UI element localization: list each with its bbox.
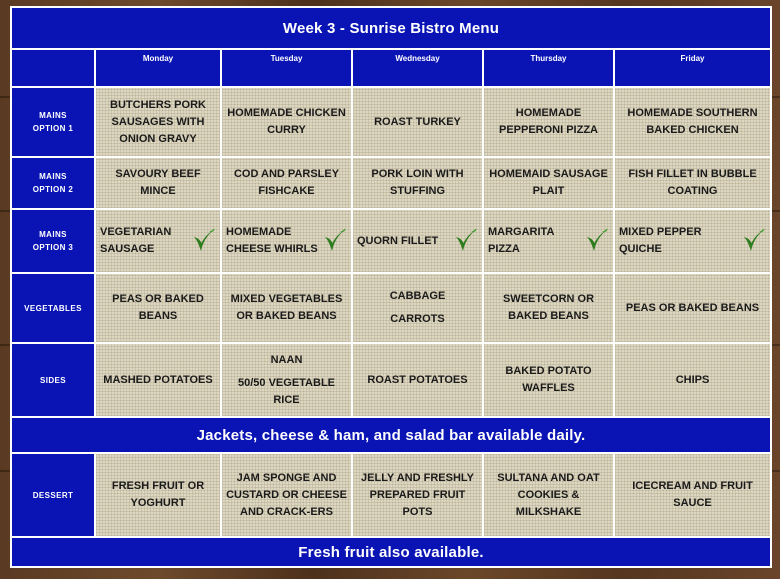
row-label-sides: SIDES (11, 343, 95, 417)
row-mains-option-2 (11, 157, 771, 209)
menu-cell-mains1-tuesday: HOMEMADE CHICKEN CURRY (221, 87, 352, 157)
menu-cell-mains3-thursday: MARGARITA PIZZA (483, 209, 614, 273)
row-dessert (11, 453, 771, 537)
menu-cell-dessert-monday: FRESH FRUIT OR YOGHURT (95, 453, 221, 537)
menu-cell-mains2-tuesday: COD AND PARSLEY FISHCAKE (221, 157, 352, 209)
menu-cell-dessert-friday: ICECREAM AND FRUIT SAUCE (614, 453, 771, 537)
menu-cell-mains3-wednesday: QUORN FILLET (352, 209, 483, 273)
menu-cell-mains2-thursday: HOMEMAID SAUSAGE PLAIT (483, 157, 614, 209)
menu-cell-mains1-thursday: HOMEMADE PEPPERONI PIZZA (483, 87, 614, 157)
menu-cell-mains3-tuesday: HOMEMADE CHEESE WHIRLS (221, 209, 352, 273)
daily-options-banner: Jackets, cheese & ham, and salad bar available daily. (11, 417, 771, 453)
row-sides (11, 343, 771, 417)
row-label-dessert: DESSERT (11, 453, 95, 537)
menu-cell-veg-wednesday: CABBAGE CARROTS (352, 273, 483, 343)
menu-cell-sides-wednesday: ROAST POTATOES (352, 343, 483, 417)
day-header-monday: Monday (95, 49, 221, 87)
menu-cell-sides-thursday: BAKED POTATO WAFFLES (483, 343, 614, 417)
day-header-thursday: Thursday (483, 49, 614, 87)
menu-cell-dessert-wednesday: JELLY AND FRESHLY PREPARED FRUIT POTS (352, 453, 483, 537)
menu-cell-mains1-monday: BUTCHERS PORK SAUSAGES WITH ONION GRAVY (95, 87, 221, 157)
day-header-tuesday: Tuesday (221, 49, 352, 87)
vegetarian-tick-icon (742, 228, 766, 254)
day-header-wednesday: Wednesday (352, 49, 483, 87)
menu-cell-sides-monday: MASHED POTATOES (95, 343, 221, 417)
vegetarian-tick-icon (192, 228, 216, 254)
corner-cell (11, 49, 95, 87)
menu-cell-dessert-tuesday: JAM SPONGE AND CUSTARD OR CHEESE AND CRACK-ERS (221, 453, 352, 537)
vegetarian-tick-icon (585, 228, 609, 254)
row-mains-option-1 (11, 87, 771, 157)
menu-cell-mains3-friday: MIXED PEPPER QUICHE (614, 209, 771, 273)
menu-cell-sides-tuesday: NAAN 50/50 VEGETABLE RICE (221, 343, 352, 417)
menu-cell-dessert-thursday: SULTANA AND OAT COOKIES & MILKSHAKE (483, 453, 614, 537)
menu-title: Week 3 - Sunrise Bistro Menu (11, 7, 771, 49)
menu-cell-mains3-monday: VEGETARIAN SAUSAGE (95, 209, 221, 273)
menu-cell-mains2-friday: FISH FILLET IN BUBBLE COATING (614, 157, 771, 209)
menu-cell-veg-thursday: SWEETCORN OR BAKED BEANS (483, 273, 614, 343)
vegetarian-tick-icon (323, 228, 347, 254)
row-label-mains-option-1: MAINS OPTION 1 (11, 87, 95, 157)
row-label-vegetables: VEGETABLES (11, 273, 95, 343)
fresh-fruit-banner: Fresh fruit also available. (11, 537, 771, 567)
menu-table (10, 6, 772, 568)
row-label-mains-option-3: MAINS OPTION 3 (11, 209, 95, 273)
menu-cell-veg-tuesday: MIXED VEGETABLES OR BAKED BEANS (221, 273, 352, 343)
vegetarian-tick-icon (454, 228, 478, 254)
menu-cell-mains1-friday: HOMEMADE SOUTHERN BAKED CHICKEN (614, 87, 771, 157)
menu-cell-veg-monday: PEAS OR BAKED BEANS (95, 273, 221, 343)
menu-cell-veg-friday: PEAS OR BAKED BEANS (614, 273, 771, 343)
row-vegetables (11, 273, 771, 343)
menu-cell-sides-friday: CHIPS (614, 343, 771, 417)
row-label-mains-option-2: MAINS OPTION 2 (11, 157, 95, 209)
row-mains-option-3 (11, 209, 771, 273)
day-header-friday: Friday (614, 49, 771, 87)
menu-cell-mains1-wednesday: ROAST TURKEY (352, 87, 483, 157)
menu-cell-mains2-wednesday: PORK LOIN WITH STUFFING (352, 157, 483, 209)
menu-cell-mains2-monday: SAVOURY BEEF MINCE (95, 157, 221, 209)
